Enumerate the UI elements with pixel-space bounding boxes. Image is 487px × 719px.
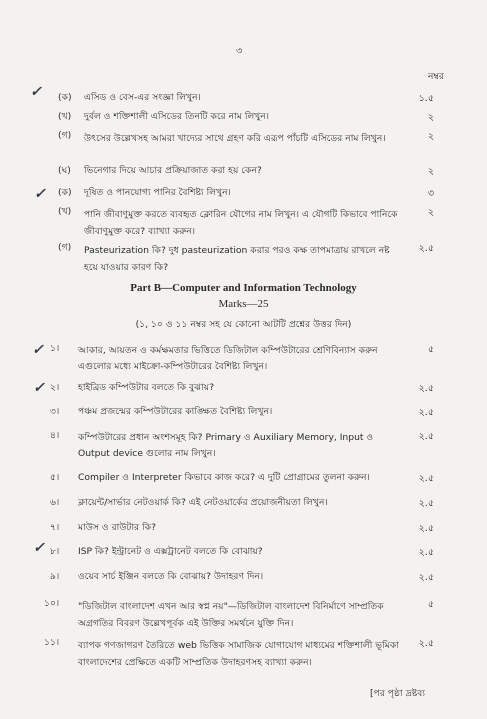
question-number: ১০। (44, 598, 60, 609)
page-footer: [পর পৃষ্ঠা দ্রষ্টব্য (370, 688, 425, 699)
sub-label: (খ) (58, 206, 72, 217)
question-mark: ২ (427, 131, 434, 142)
question-text: Pasteurization কি? দুধ pasteurization করার পরও কক্ষ তাপমাত্রায় রাখলে নষ্ট হয়ে যাওয়ার কারণ কি? (84, 245, 390, 273)
question-text: ISP কি? ইন্ট্রানেট ও এক্সট্রানেট বলতে কি বোঝায়? (78, 546, 263, 557)
pen-tick-icon: ✓ (34, 186, 46, 202)
question-mark: ২.৫ (418, 243, 434, 254)
part-b-title: Part B—Computer and Information Technology (130, 282, 357, 294)
pen-tick-icon: ✓ (30, 84, 42, 100)
question-number: ৬। (50, 497, 60, 508)
question-mark: ২ (427, 207, 434, 218)
question-number: ৮। (50, 546, 60, 557)
question-mark: ২.৫ (418, 383, 434, 394)
question-mark: ২.৫ (418, 407, 434, 418)
question-number: ৪। (50, 430, 60, 441)
question-mark: ২.৫ (418, 523, 434, 534)
question-number: ৫। (50, 472, 60, 483)
question-text: Compiler ও Interpreter কিভাবে কাজ করে? এ দুটি প্রোগ্রামের তুলনা করুন। (78, 472, 370, 483)
question-text: পানি জীবাণুমুক্ত করতে ব্যবহৃত ক্লোরিন যৌগের নাম লিখুন। এ যৌগটি কিভাবে পানিকে জীবাণুমুক্ত করে? ব্যাখ্যা করুন। (84, 209, 398, 237)
sub-label: (ঘ) (58, 165, 71, 176)
question-text: দুর্বল ও শক্তিশালী এসিডের তিনটি করে নাম লিখুন। (84, 111, 270, 122)
question-mark: ৫ (427, 599, 434, 610)
question-text: পঞ্চম প্রজন্মের কম্পিউটারের কাঙ্ক্ষিত বৈশিষ্ট্য লিখুন। (78, 406, 273, 417)
question-text: "ডিজিটাল বাংলাদেশ এখন আর স্বপ্ন নয়"—ডিজিটাল বাংলাদেশ বিনির্মাণে সাম্প্রতিক অগ্রগতির বিবরণ উল্লেখপূর্বক এই উক্তির সমর্থনে যুক্তি দিন। (78, 601, 384, 629)
sub-label: (ক) (58, 187, 72, 198)
question-mark: ২.৫ (418, 547, 434, 558)
question-text: এসিড ও বেস-এর সংজ্ঞা লিখুন। (84, 92, 201, 103)
sub-label: (গ) (58, 130, 72, 141)
part-b-instruction: (১, ১০ ও ১১ নম্বর সহ যে কোনো আটটি প্রশ্নের উত্তর দিন) (135, 319, 352, 330)
question-mark: ২ (427, 112, 434, 123)
question-text: ভিনেগার দিয়ে আচার প্রক্রিয়াজাত করা হয় কেন? (84, 165, 262, 176)
pen-tick-icon: ✓ (33, 380, 45, 396)
question-mark: ২.৫ (418, 638, 434, 649)
question-text: ওয়েব সার্চ ইঞ্জিন বলতে কি বোঝায়? উদাহরণ দিন। (78, 571, 264, 582)
question-number: ৭। (50, 522, 60, 533)
sub-label: (ক) (58, 92, 72, 103)
question-mark: ২.৫ (418, 498, 434, 509)
question-number: ২। (50, 382, 60, 393)
question-mark: ২ (427, 166, 434, 177)
part-b-marks: Marks—25 (218, 298, 269, 310)
question-number: ৯। (50, 571, 60, 582)
question-text: ক্লায়েন্ট/সার্ভার নেটওয়ার্ক কি? এই নেটওয়ার্কের প্রয়োজনীয়তা লিখুন। (78, 497, 328, 508)
sub-label: (গ) (58, 242, 72, 253)
pen-tick-icon: ✓ (32, 342, 44, 358)
question-text: আকার, আয়তন ও কর্মক্ষমতার ভিত্তিতে ডিজিটাল কম্পিউটারের শ্রেণিবিন্যাস করুন এগুলোর মধ্যে মাইক্রো-কম্পিউটারের বৈশিষ্ট্য লিখুন। (78, 345, 378, 372)
marks-header: নম্বর (428, 71, 444, 82)
question-text: দূষিত ও পানযোগ্য পানির বৈশিষ্ট্য লিখুন। (84, 187, 231, 198)
question-text: ব্যাপক গণজাগরণ তৈরিতে web ভিত্তিক সামাজিক যোগাযোগ মাধ্যমের শক্তিশালী ভূমিকা বাংলাদেশের প্রেক্ষিতে একটি সাম্প্রতিক উদাহরণসহ ব্যাখ্যা করুন। (78, 640, 399, 668)
question-text: উৎসের উল্লেখসহ আমরা খাদ্যের সাথে গ্রহণ করি এরূপ পাঁচটি এসিডের নাম লিখুন। (84, 133, 386, 144)
question-mark: ৫ (427, 344, 434, 355)
question-mark: ২.৫ (418, 473, 434, 484)
question-text: কম্পিউটারের প্রধান অংশসমূহ কি? Primary ও Auxiliary Memory, Input ও Output device গুলোর নাম লিখুন। (78, 432, 374, 459)
question-number: ৩। (50, 406, 60, 417)
pen-tick-icon: ✓ (33, 540, 45, 556)
question-number: ১১। (44, 637, 60, 648)
sub-label: (খ) (58, 111, 72, 122)
question-mark: ১.৫ (418, 93, 434, 104)
question-mark: ৩ (427, 188, 434, 199)
question-text: মাউস ও রাউটার কি? (78, 522, 157, 533)
page-number: ৩ (236, 46, 243, 57)
question-text: হাইব্রিড কম্পিউটার বলতে কি বুঝায়? (78, 382, 215, 393)
question-mark: ২.৫ (418, 572, 434, 583)
question-mark: ২.৫ (418, 431, 434, 442)
question-number: ১। (50, 343, 60, 354)
